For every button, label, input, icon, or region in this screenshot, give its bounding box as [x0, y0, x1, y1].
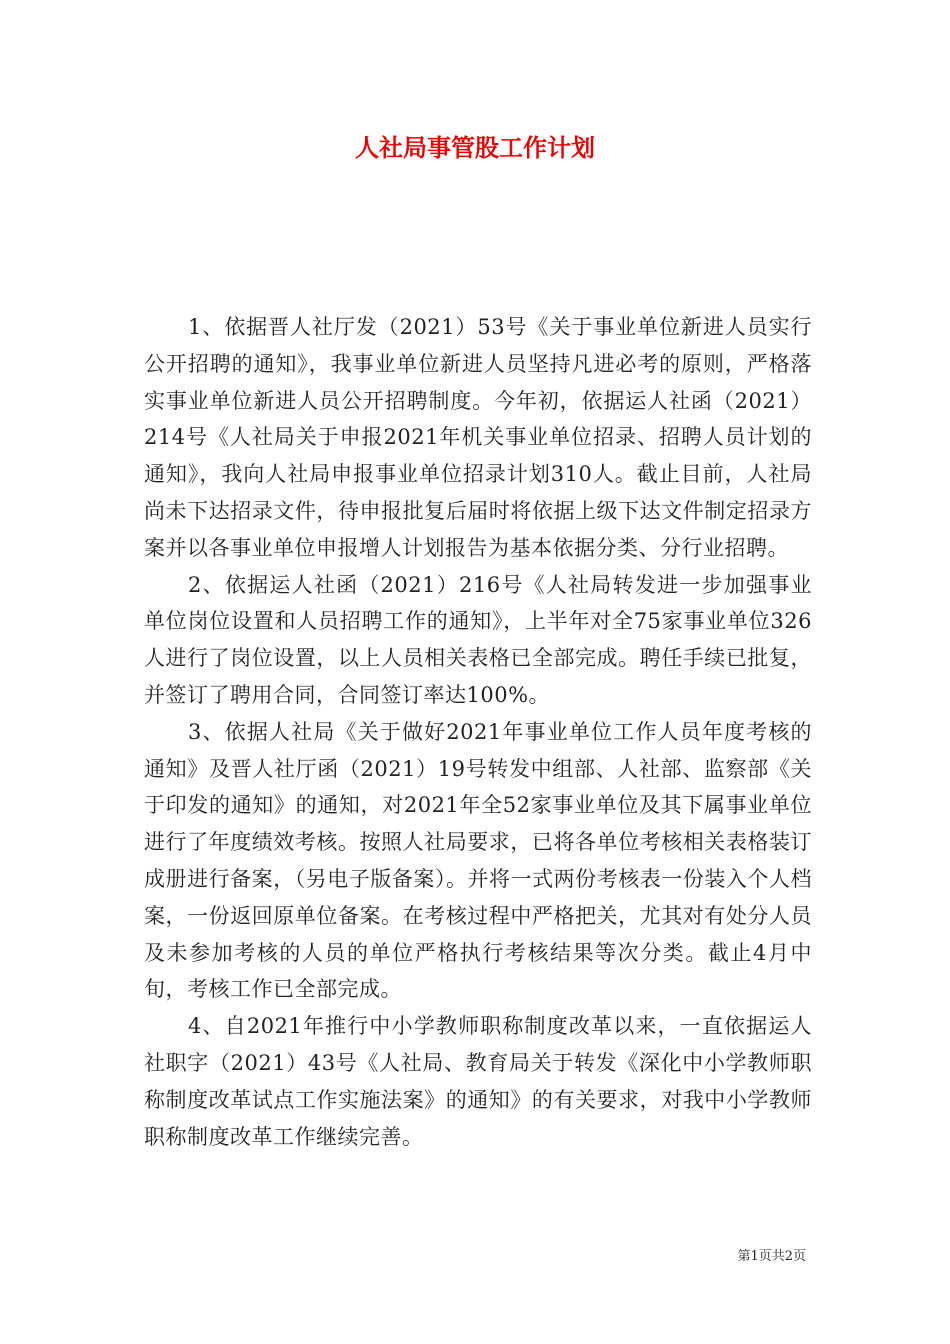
- page-number-footer: 第1页共2页: [737, 1249, 806, 1264]
- paragraph-1: 1、依据晋人社厅发（2021）53号《关于事业单位新进人员实行公开招聘的通知》，我事业单位新进人员坚持凡进必考的原则，严格落实事业单位新进人员公开招聘制度。今年初，依据运人社函（2021）214号《人社局关于申报2021年机关事业单位招录、招聘人员计划的通知》，我向人社局申报事业单位招录计划310人。截止目前，人社局尚未下达招录文件，待申报批复后届时将依据上级下达文件制定招录方案并以各事业单位申报增人计划报告为基本依据分类、分行业招聘。: [144, 315, 812, 560]
- document-title: 人社局事管股工作计划: [355, 133, 595, 162]
- paragraph-3: 3、依据人社局《关于做好2021年事业单位工作人员年度考核的通知》及晋人社厅函（2021）19号转发中组部、人社部、监察部《关于印发的通知》的通知，对2021年全52家事业单位及其下属事业单位进行了年度绩效考核。按照人社局要求，已将各单位考核相关表格装订成册进行备案，（另电子版备案）。并将一式两份考核表一份装入个人档案，一份返回原单位备案。在考核过程中严格把关，尤其对有处分人员及未参加考核的人员的单位严格执行考核结果等次分类。截止4月中旬，考核工作已全部完成。: [144, 719, 812, 1002]
- paragraph-4: 4、自2021年推行中小学教师职称制度改革以来，一直依据运人社职字（2021）43号《人社局、教育局关于转发《深化中小学教师职称制度改革试点工作实施法案》的通知》的有关要求，对我中小学教师职称制度改革工作继续完善。: [144, 1014, 812, 1149]
- document-body: [144, 309, 812, 1155]
- paragraph-2: 2、依据运人社函（2021）216号《人社局转发进一步加强事业单位岗位设置和人员招聘工作的通知》，上半年对全75家事业单位326人进行了岗位设置，以上人员相关表格已全部完成。聘任手续已批复，并签订了聘用合同，合同签订率达100%。: [144, 572, 812, 707]
